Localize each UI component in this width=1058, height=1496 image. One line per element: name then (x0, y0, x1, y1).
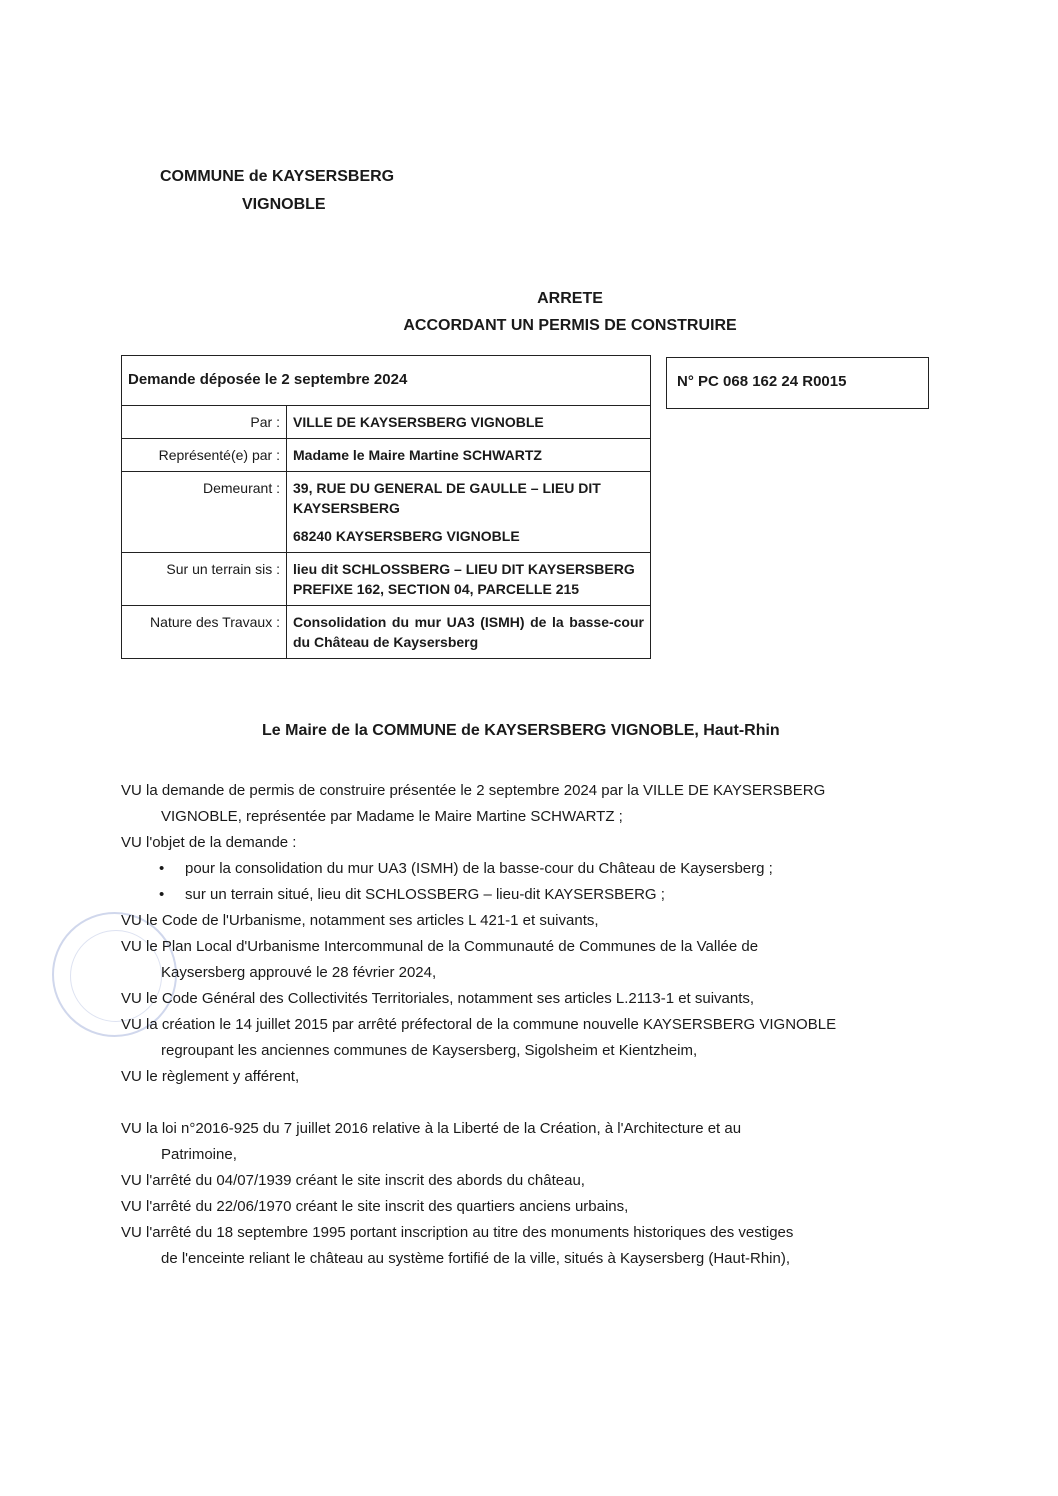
bullet-text: pour la consolidation du mur UA3 (ISMH) de la basse-cour du Château de Kaysersberg ; (185, 860, 773, 877)
row-value: VILLE DE KAYSERSBERG VIGNOBLE (287, 406, 651, 439)
vu-text-cont: regroupant les anciennes communes de Kaysersberg, Sigolsheim et Kientzheim, (161, 1042, 698, 1059)
row-value: Consolidation du mur UA3 (ISMH) de la basse-cour du Château de Kaysersberg (287, 606, 651, 659)
address-line: 39, RUE DU GENERAL DE GAULLE – LIEU DIT KAYSERSBERG (293, 480, 601, 516)
bullet-list (121, 856, 927, 908)
table-row (122, 439, 651, 472)
vu-item: VU l'arrêté du 22/06/1970 créant le site inscrit des quartiers anciens urbains, (121, 1198, 629, 1215)
paragraph-gap (121, 1090, 927, 1116)
list-item (121, 856, 927, 882)
vu-item: VU le Code Général des Collectivités Territoriales, notamment ses articles L.2113-1 et suivants, (121, 990, 755, 1007)
row-label: Sur un terrain sis : (122, 553, 287, 606)
commune-line1: COMMUNE de KAYSERSBERG (160, 168, 395, 185)
address-city: 68240 KAYSERSBERG VIGNOBLE (293, 528, 520, 544)
vu-text: VU la loi n°2016-925 du 7 juillet 2016 relative à la Liberté de la Création, à l'Architecture et au (121, 1120, 742, 1137)
deposit-date: Demande déposée le 2 septembre 2024 (122, 356, 651, 406)
vu-text-cont: de l'enceinte reliant le château au système fortifié de la ville, situés à Kaysersberg (Haut-Rhin), (161, 1250, 791, 1267)
row-label: Nature des Travaux : (122, 606, 287, 659)
vu-item (121, 934, 927, 986)
list-item (121, 882, 927, 908)
title-line1: ARRETE (537, 290, 603, 307)
table-row (122, 606, 651, 659)
vu-text: VU la création le 14 juillet 2015 par arrêté préfectoral de la commune nouvelle KAYSERSBERG VIGNOBLE (121, 1016, 837, 1033)
vu-item: VU le Code de l'Urbanisme, notamment ses articles L 421-1 et suivants, (121, 912, 599, 929)
request-table (121, 355, 651, 659)
commune-header (160, 163, 394, 219)
decree-title (380, 285, 760, 339)
vu-item (121, 1116, 927, 1168)
vu-text-cont: VIGNOBLE, représentée par Madame le Maire Martine SCHWARTZ ; (161, 808, 623, 825)
title-line2: ACCORDANT UN PERMIS DE CONSTRUIRE (403, 317, 737, 334)
row-value: lieu dit SCHLOSSBERG – LIEU DIT KAYSERSBERG PREFIXE 162, SECTION 04, PARCELLE 215 (287, 553, 651, 606)
row-value: Madame le Maire Martine SCHWARTZ (287, 439, 651, 472)
permit-reference: N° PC 068 162 24 R0015 (666, 357, 929, 409)
maire-heading: Le Maire de la COMMUNE de KAYSERSBERG VIGNOBLE, Haut-Rhin (262, 722, 780, 739)
row-label: Par : (122, 406, 287, 439)
row-label: Demeurant : (122, 472, 287, 553)
vu-item: VU le règlement y afférent, (121, 1068, 300, 1085)
bullet-icon: • (159, 886, 165, 903)
row-value (287, 472, 651, 553)
row-label: Représenté(e) par : (122, 439, 287, 472)
vu-item (121, 1012, 927, 1064)
vu-text-cont: Patrimoine, (161, 1146, 237, 1163)
vu-text: VU le Plan Local d'Urbanisme Intercommunal de la Communauté de Communes de la Vallée de (121, 938, 759, 955)
table-row (122, 406, 651, 439)
commune-line2: VIGNOBLE (242, 196, 326, 213)
vu-item (121, 1220, 927, 1272)
vu-text-cont: Kaysersberg approuvé le 28 février 2024, (161, 964, 437, 981)
vu-text: VU l'arrêté du 18 septembre 1995 portant inscription au titre des monuments historiques des vestiges (121, 1224, 794, 1241)
vu-text: VU la demande de permis de construire présentée le 2 septembre 2024 par la VILLE DE KAYSERSBERG (121, 782, 826, 799)
vu-item: VU l'arrêté du 04/07/1939 créant le site inscrit des abords du château, (121, 1172, 585, 1189)
vu-item: VU l'objet de la demande : (121, 834, 297, 851)
vu-item (121, 778, 927, 830)
considerations (121, 778, 927, 1272)
bullet-text: sur un terrain situé, lieu dit SCHLOSSBERG – lieu-dit KAYSERSBERG ; (185, 886, 665, 903)
table-row (122, 553, 651, 606)
bullet-icon: • (159, 860, 165, 877)
table-row (122, 472, 651, 553)
